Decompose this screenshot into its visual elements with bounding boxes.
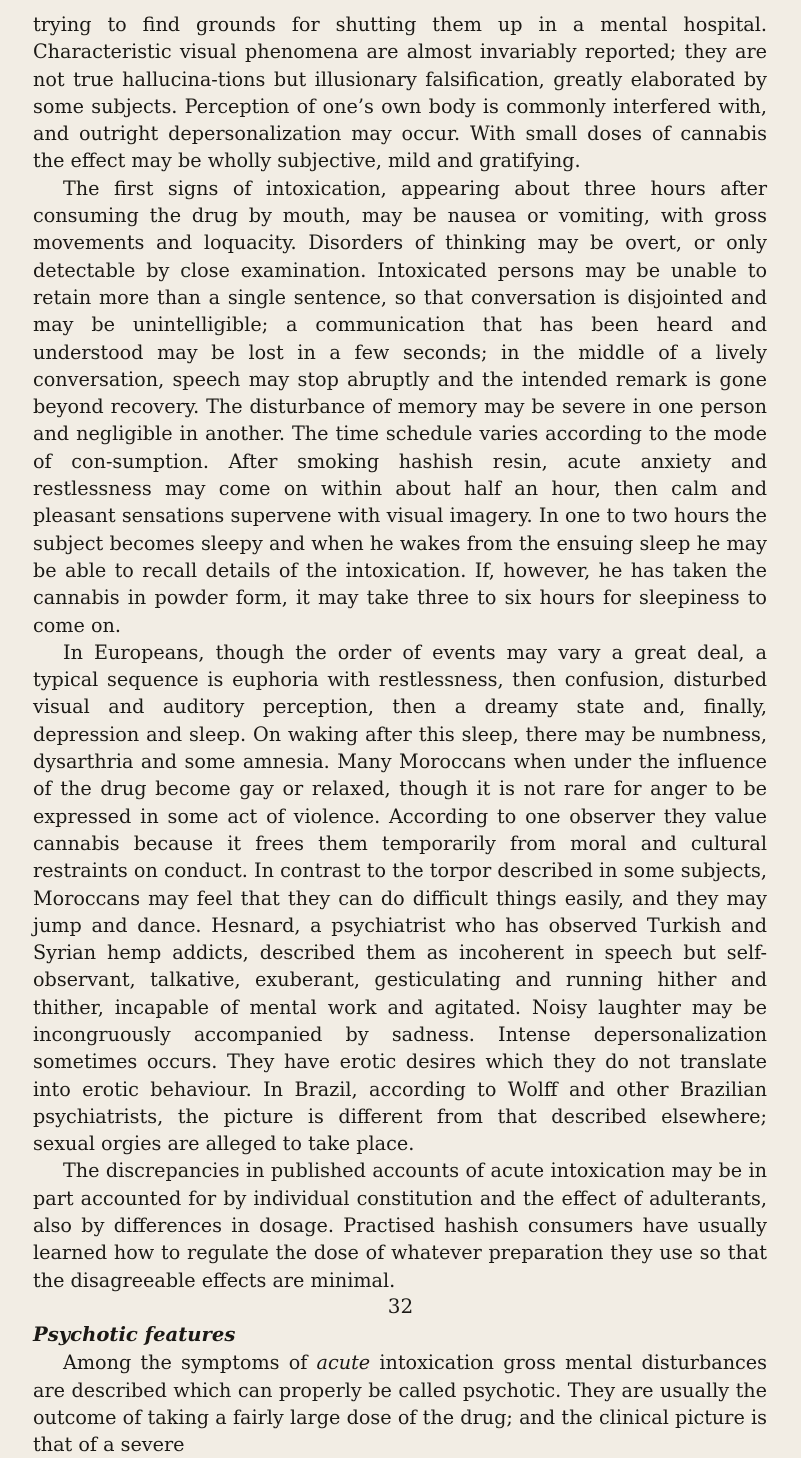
paragraph-continuation: trying to find grounds for shutting them up in a mental hospital. Characteristic visual phenomena are almost invariably reported; they are not true hallucina-tions but illusionary falsification, greatly elaborated by some subjects. Perception of one’s own body is commonly interfered with, and outright depersonalization may occur. With small doses of cannabis the effect may be wholly subjective, mild and gratifying.	[33, 13, 767, 173]
page-number: 32	[387, 1294, 414, 1318]
section-text-start: Among the symptoms of	[63, 1351, 317, 1375]
section-heading: Psychotic features	[33, 1322, 236, 1346]
paragraph-discrepancies: The discrepancies in published accounts of acute intoxication may be in part accounted for by individual constitution and the effect of adulterants, also by differences in dosage. Practised hashish consumers have usually learned how to regulate the dose of whatever preparation they use so that the disagreeable effects are minimal.	[33, 1159, 767, 1292]
body-text	[33, 11, 767, 1458]
section-paragraph	[33, 1349, 767, 1458]
section-emphasis: acute	[316, 1351, 371, 1375]
paragraph-europeans: In Europeans, though the order of events may vary a great deal, a typical sequence is euphoria with restlessness, then confusion, disturbed visual and auditory perception, then a dreamy state and, finally, depression and sleep. On waking after this sleep, there may be numbness, dysarthria and some amnesia. Many Moroccans when under the influence of the drug become gay or relaxed, though it is not rare for anger to be expressed in some act of violence. According to one observer they value cannabis because it frees them temporarily from moral and cultural restraints on conduct. In contrast to the torpor described in some subjects, Moroccans may feel that they can do difficult things easily, and they may jump and dance. Hesnard, a psychiatrist who has observed Turkish and Syrian hemp addicts, described them as incoherent in speech but self-observant, talkative, exuberant, gesticulating and running hither and thither, incapable of mental work and agitated. Noisy laughter may be incongruously accompanied by sadness. Intense depersonalization sometimes occurs. They have erotic desires which they do not translate into erotic behaviour. In Brazil, according to Wolff and other Brazilian psychiatrists, the picture is different from that described elsewhere; sexual orgies are alleged to take place.	[33, 640, 767, 1156]
paragraph-first-signs: The first signs of intoxication, appearing about three hours after consuming the drug by mouth, may be nausea or vomiting, with gross movements and loquacity. Disorders of thinking may be overt, or only detectable by close examination. Intoxicated persons may be unable to retain more than a single sentence, so that conversation is disjointed and may be unintelligible; a communication that has been heard and understood may be lost in a few seconds; in the middle of a lively conversation, speech may stop abruptly and the intended remark is gone beyond recovery. The disturbance of memory may be severe in one person and negligible in another. The time schedule varies according to the mode of con-sumption. After smoking hashish resin, acute anxiety and restlessness may come on within about half an hour, then calm and pleasant sensations supervene with visual imagery. In one to two hours the subject becomes sleepy and when he wakes from the ensuing sleep he may be able to recall details of the intoxication. If, however, he has taken the cannabis in powder form, it may take three to six hours for sleepiness to come on.	[33, 176, 767, 637]
section-text-end: intoxication gross mental disturbances are described which can properly be called psychotic. They are usually the outcome of taking a fairly large dose of the drug; and the clinical picture is that of a severe	[33, 1351, 767, 1457]
